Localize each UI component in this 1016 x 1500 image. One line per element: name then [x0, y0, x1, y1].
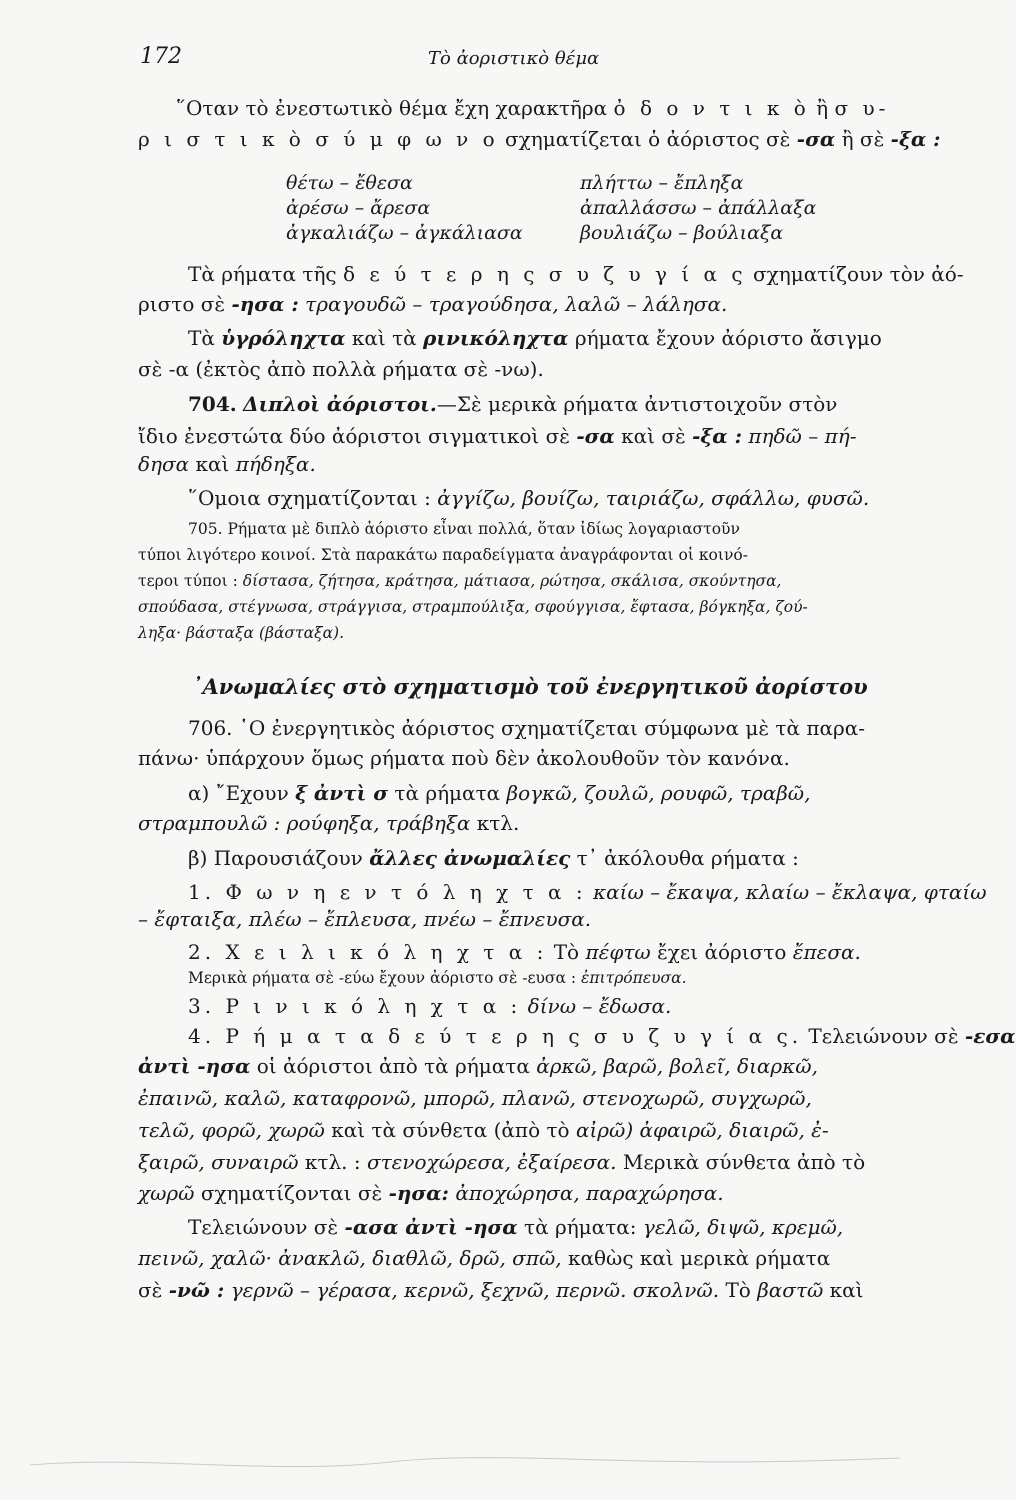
small-text-line: ληξα· βάσταξα (βάσταξα). — [138, 624, 345, 642]
example-right-3: βουλιάζω – βούλιαξα — [580, 222, 784, 244]
example-left-1: θέτω – ἔθεσα — [286, 172, 413, 194]
text-line: ἐπαινῶ, καλῶ, καταφρονῶ, μπορῶ, πλανῶ, στενοχωρῶ, συγχωρῶ, — [138, 1086, 812, 1110]
text-line: ριστο σὲ -ησα : τραγουδῶ – τραγούδησα, λαλῶ – λάλησα. — [138, 292, 728, 316]
text-line: Τελειώνουν σὲ -ασα ἀντὶ -ησα τὰ ρήματα: γελῶ, διψῶ, κρεμῶ, — [188, 1215, 844, 1239]
text-line: ἀντὶ -ησα οἱ ἀόριστοι ἀπὸ τὰ ρήματα ἀρκῶ, βαρῶ, βολεῖ, διαρκῶ, — [138, 1054, 818, 1078]
text-line: 4. Ρ ή μ α τ α δ ε ύ τ ε ρ η ς σ υ ζ υ γ ί α ς. Τελειώνουν σὲ -εσα — [188, 1024, 1016, 1048]
example-left-2: ἀρέσω – ἄρεσα — [286, 197, 431, 219]
text-line: 704. Διπλοὶ ἀόριστοι.—Σὲ μερικὰ ρήματα ἀντιστοιχοῦν στὸν — [188, 392, 838, 416]
section-heading: ᾿Ανωμαλίες στὸ σχηματισμὸ τοῦ ἐνεργητικοῦ ἀορίστου — [192, 674, 868, 699]
text-line: σὲ -α (ἐκτὸς ἀπὸ πολλὰ ρήματα σὲ -νω). — [138, 357, 544, 381]
page-number: 172 — [140, 44, 182, 69]
text-line: Τὰ ὑγρόληχτα καὶ τὰ ρινικόληχτα ρήματα ἔχουν ἀόριστο ἄσιγμο — [188, 326, 882, 350]
text-line: β) Παρουσιάζουν ἄλλες ἀνωμαλίες τ᾿ ἀκόλουθα ρήματα : — [188, 846, 799, 870]
small-text-line: 705. Ρήματα μὲ διπλὸ ἀόριστο εἶναι πολλά, ὅταν ἰδίως λογαριαστοῦν — [188, 520, 740, 538]
text-line: σὲ -νῶ : γερνῶ – γέρασα, κερνῶ, ξεχνῶ, περνῶ. σκολνῶ. Τὸ βαστῶ καὶ — [138, 1278, 864, 1302]
scan-artifact — [30, 1440, 900, 1480]
running-title: Τὸ ἀοριστικὸ θέμα — [428, 48, 600, 69]
text-line: ῞Οταν τὸ ἐνεστωτικὸ θέμα ἔχη χαρακτῆρα ὀ δ ο ν τ ι κ ὸ ἢ σ υ- — [176, 96, 890, 120]
text-line: τελῶ, φορῶ, χωρῶ καὶ τὰ σύνθετα (ἀπὸ τὸ αἰρῶ) ἀφαιρῶ, διαιρῶ, ἐ- — [138, 1118, 829, 1142]
text-line: 706. ῾Ο ἐνεργητικὸς ἀόριστος σχηματίζεται σύμφωνα μὲ τὰ παρα- — [188, 716, 866, 740]
example-right-2: ἀπαλλάσσω – ἀπάλλαξα — [580, 197, 817, 219]
text-line: δησα καὶ πήδηξα. — [138, 452, 316, 476]
small-text-line: σπούδασα, στέγνωσα, στράγγισα, στραμπούλιξα, σφούγγισα, ἔφτασα, βόγκηξα, ζού- — [138, 598, 808, 616]
text-line: 3. Ρ ι ν ι κ ό λ η χ τ α : δίνω – ἔδωσα. — [188, 994, 672, 1018]
text-line: α) ῎Εχουν ξ ἀντὶ σ τὰ ρήματα βογκῶ, ζουλῶ, ρουφῶ, τραβῶ, — [188, 781, 811, 805]
text-line: ῞Ομοια σχηματίζονται : ἀγγίζω, βουίζω, ταιριάζω, σφάλλω, φυσῶ. — [188, 486, 870, 510]
text-line: – ἔφταιξα, πλέω – ἔπλευσα, πνέω – ἔπνευσα. — [138, 907, 592, 931]
text-line: 1. Φ ω ν η ε ν τ ό λ η χ τ α : καίω – ἔκαψα, κλαίω – ἔκλαψα, φταίω — [188, 880, 987, 904]
text-line: πεινῶ, χαλῶ· ἀνακλῶ, διαθλῶ, δρῶ, σπῶ, καθὼς καὶ μερικὰ ρήματα — [138, 1246, 831, 1270]
text-line: Τὰ ρήματα τῆς δ ε ύ τ ε ρ η ς σ υ ζ υ γ ί α ς σχηματίζουν τὸν ἀό- — [188, 262, 964, 286]
small-text-line: τύποι λιγότερο κοινοί. Στὰ παρακάτω παραδείγματα ἀναγράφονται οἱ κοινό- — [138, 546, 748, 564]
text-line: ξαιρῶ, συναιρῶ κτλ. : στενοχώρεσα, ἐξαίρεσα. Μερικὰ σύνθετα ἀπὸ τὸ — [138, 1150, 866, 1174]
text-line: πάνω· ὑπάρχουν ὅμως ρήματα ποὺ δὲν ἀκολουθοῦν τὸν κανόνα. — [138, 746, 790, 770]
example-left-3: ἀγκαλιάζω – ἀγκάλιασα — [286, 222, 523, 244]
text-line: 2. Χ ε ι λ ι κ ό λ η χ τ α : Τὸ πέφτω ἔχει ἀόριστο ἔπεσα. — [188, 940, 861, 964]
text-line: ἴδιο ἐνεστώτα δύο ἀόριστοι σιγματικοὶ σὲ -σα καὶ σὲ -ξα : πηδῶ – πή- — [138, 424, 857, 448]
example-right-1: πλήττω – ἔπληξα — [580, 172, 744, 194]
small-text-line: τεροι τύποι : δίστασα, ζήτησα, κράτησα, μάτιασα, ρώτησα, σκάλισα, σκούντησα, — [138, 572, 782, 590]
text-line: χωρῶ σχηματίζονται σὲ -ησα: ἀποχώρησα, παραχώρησα. — [138, 1181, 724, 1205]
text-line: ρ ι σ τ ι κ ὸ σ ύ μ φ ω ν ο σχηματίζεται ὁ ἀόριστος σὲ -σα ἢ σὲ -ξα : — [138, 127, 941, 151]
small-text-line: Μερικὰ ρήματα σὲ -εύω ἔχουν ἀόριστο σὲ -ευσα : ἐπιτρόπευσα. — [188, 969, 687, 987]
text-line: στραμπουλῶ : ρούφηξα, τράβηξα κτλ. — [138, 811, 520, 835]
